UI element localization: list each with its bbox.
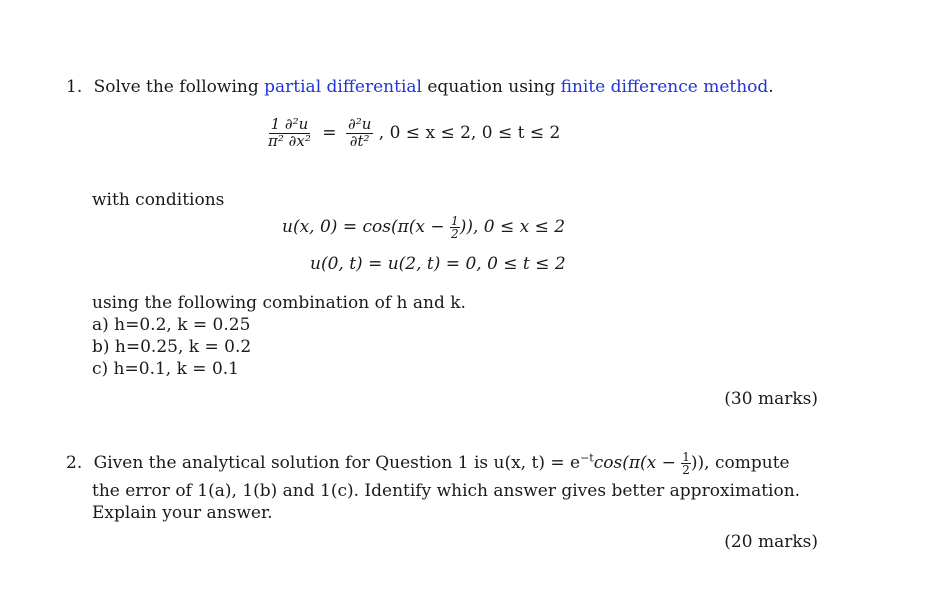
question-2-fraction-num: 1 — [682, 450, 690, 464]
option-a: a) h=0.2, k = 0.25 — [92, 315, 251, 335]
pde-rhs-fraction — [346, 117, 373, 150]
question-2-number: 2. — [66, 453, 83, 473]
question-2-line-2: the error of 1(a), 1(b) and 1(c). Identify which answer gives better approximation. — [92, 481, 801, 501]
pde-lhs-numerator: 1 ∂²u — [270, 115, 309, 133]
question-2-line-3: Explain your answer. — [92, 503, 273, 523]
boundary-condition: u(0, t) = u(2, t) = 0, 0 ≤ t ≤ 2 — [310, 254, 566, 274]
question-2-line-1-mid: cos(π(x − — [593, 453, 682, 473]
pde-rhs-numerator: ∂²u — [347, 115, 372, 133]
initial-condition-fraction-num: 1 — [451, 214, 459, 228]
question-1-heading — [66, 78, 774, 98]
question-1-number: 1. — [66, 77, 83, 97]
question-1-intro-mid: equation using — [421, 77, 561, 97]
pde-domain: , 0 ≤ x ≤ 2, 0 ≤ t ≤ 2 — [378, 122, 561, 143]
pde-rhs-denominator: ∂t² — [349, 131, 370, 150]
initial-condition — [282, 215, 565, 240]
pde-equation — [266, 117, 560, 150]
question-2-marks: (20 marks) — [724, 532, 818, 552]
question-2-exponent: −t — [580, 451, 594, 465]
initial-condition-post: )), 0 ≤ x ≤ 2 — [459, 217, 566, 237]
pde-lhs-denominator: π² ∂x² — [268, 131, 311, 150]
initial-condition-fraction — [450, 215, 460, 240]
pde-equals: = — [322, 122, 337, 143]
question-2-line-1-post: )), compute — [690, 453, 790, 473]
initial-condition-fraction-den: 2 — [451, 227, 459, 241]
question-2-line-1 — [66, 451, 790, 476]
initial-condition-pre: u(x, 0) = cos(π(x − — [282, 217, 451, 237]
question-2-fraction — [681, 451, 691, 476]
question-2-fraction-den: 2 — [682, 463, 690, 477]
option-c: c) h=0.1, k = 0.1 — [92, 359, 239, 379]
question-2-line-1-pre: Given the analytical solution for Question 1 is u(x, t) = e — [93, 453, 581, 473]
question-1-marks: (30 marks) — [724, 389, 818, 409]
with-conditions-label: with conditions — [92, 190, 225, 210]
question-1-intro-pre: Solve the following — [93, 77, 265, 97]
link-partial-differential[interactable]: partial differential — [264, 77, 422, 97]
combination-text: using the following combination of h and k. — [92, 293, 466, 313]
pde-lhs-fraction — [266, 117, 313, 150]
question-1-intro-end: . — [768, 77, 774, 97]
link-finite-difference-method[interactable]: finite difference method — [560, 77, 769, 97]
option-b: b) h=0.25, k = 0.2 — [92, 337, 252, 357]
